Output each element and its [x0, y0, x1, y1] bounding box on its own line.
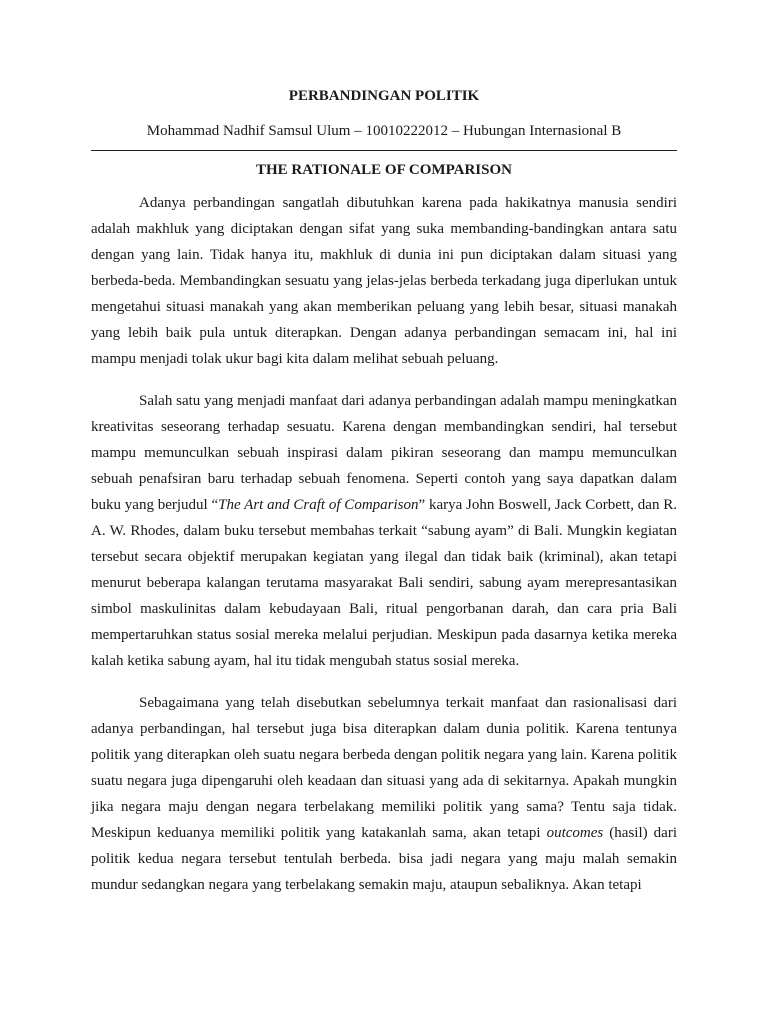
- paragraph-2: [91, 388, 677, 674]
- header-divider: [91, 150, 677, 151]
- paragraph-text: Salah satu yang menjadi manfaat dari adanya perbandingan adalah mampu meningkatkan kreativitas seseorang terhadap sesuatu. Karena dengan membandingkan sendiri, hal tersebut mampu memunculkan sebuah inspirasi dalam pikiran seseorang dan mampu memunculkan sebuah penafsiran baru terhadap sebuah fenomena. Seperti contoh yang saya dapatkan dalam buku yang berjudul “: [91, 393, 677, 513]
- section-title: THE RATIONALE OF COMPARISON: [256, 162, 512, 178]
- paragraph-3: [91, 690, 677, 898]
- paragraph-text: Sebagaimana yang telah disebutkan sebelumnya terkait manfaat dan rasionalisasi dari adanya perbandingan, hal tersebut juga bisa diterapkan dalam dunia politik. Karena tentunya politik yang diterapkan oleh suatu negara berbeda dengan politik negara yang lain. Karena politik suatu negara juga dipengaruhi oleh keadaan dan situasi yang ada di sekitarnya. Apakah mungkin jika negara maju dengan negara terbelakang memiliki politik yang sama? Tentu saja tidak. Meskipun keduanya memiliki politik yang katakanlah sama, akan tetapi: [91, 695, 677, 841]
- paragraph-text: ” karya John Boswell, Jack Corbett, dan R. A. W. Rhodes, dalam buku tersebut membahas terkait “sabung ayam” di Bali. Mungkin kegiatan tersebut secara objektif merupakan kegiatan yang ilegal dan tidak baik (kriminal), akan tetapi menurut beberapa kalangan terutama masyarakat Bali sendiri, sabung ayam merepresantasikan simbol maskulinitas dalam kebudayaan Bali, ritual pengorbanan darah, dan cara pria Bali mempertaruhkan status sosial mereka melalui perjudian. Meskipun pada dasarnya ketika mereka kalah ketika sabung ayam, hal itu tidak mengubah status sosial mereka.: [91, 497, 678, 669]
- paragraph-text: (hasil) dari politik kedua negara tersebut tentulah berbeda. bisa jadi negara yang maju malah semakin mundur sedangkan negara yang terbelakang semakin maju, ataupun sebaliknya. Akan tetapi: [91, 825, 677, 893]
- document-body: [91, 190, 677, 898]
- author-line: Mohammad Nadhif Samsul Ulum – 10010222012 – Hubungan Internasional B: [146, 123, 622, 139]
- paragraph-1: [91, 190, 677, 372]
- document-title: PERBANDINGAN POLITIK: [288, 88, 480, 104]
- paragraph-text: Adanya perbandingan sangatlah dibutuhkan karena pada hakikatnya manusia sendiri adalah makhluk yang diciptakan dengan sifat yang suka membanding-bandingkan antara satu dengan yang lain. Tidak hanya itu, makhluk di dunia ini pun diciptakan dalam situasi yang berbeda-beda. Membandingkan sesuatu yang jelas-jelas berbeda terkadang juga diperlukan untuk mengetahui situasi manakah yang akan memberikan peluang yang lebih besar, situasi manakah yang lebih baik pula untuk diterapkan. Dengan adanya perbandingan semacam ini, hal ini mampu menjadi tolak ukur bagi kita dalam melihat sebuah peluang.: [91, 195, 677, 367]
- italic-term: outcomes: [546, 825, 604, 841]
- book-title: The Art and Craft of Comparison: [218, 497, 419, 513]
